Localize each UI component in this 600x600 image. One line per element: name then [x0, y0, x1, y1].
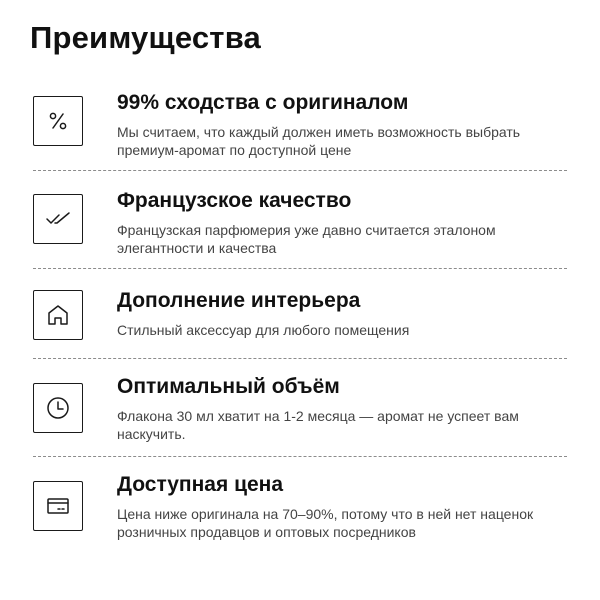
advantage-title: Французское качество: [117, 189, 352, 212]
advantage-description: Флакона 30 мл хватит на 1-2 месяца — аромат не успеет вам наскучить.: [117, 408, 519, 442]
double-check-icon: [33, 194, 83, 244]
divider: [33, 268, 567, 269]
page-title: Преимущества: [30, 20, 261, 55]
advantage-title: Доступная цена: [117, 473, 284, 496]
percent-icon: [33, 96, 83, 146]
advantage-description: Французская парфюмерия уже давно считается эталоном элегантности и качества: [117, 222, 496, 256]
advantage-description: Цена ниже оригинала на 70–90%, потому что в ней нет наценок розничных продавцов и оптовых посредников: [117, 506, 534, 540]
advantage-title: Оптимальный объём: [117, 375, 340, 398]
credit-card-icon: [33, 481, 83, 531]
home-icon: [33, 290, 83, 340]
advantage-title: 99% сходства с оригиналом: [117, 91, 409, 114]
advantage-description: Стильный аксессуар для любого помещения: [117, 322, 410, 338]
advantage-title: Дополнение интерьера: [117, 289, 361, 312]
advantage-description: Мы считаем, что каждый должен иметь возможность выбрать премиум-аромат по доступной цене: [117, 124, 521, 158]
divider: [33, 358, 567, 359]
divider: [33, 170, 567, 171]
clock-icon: [33, 383, 83, 433]
divider: [33, 456, 567, 457]
